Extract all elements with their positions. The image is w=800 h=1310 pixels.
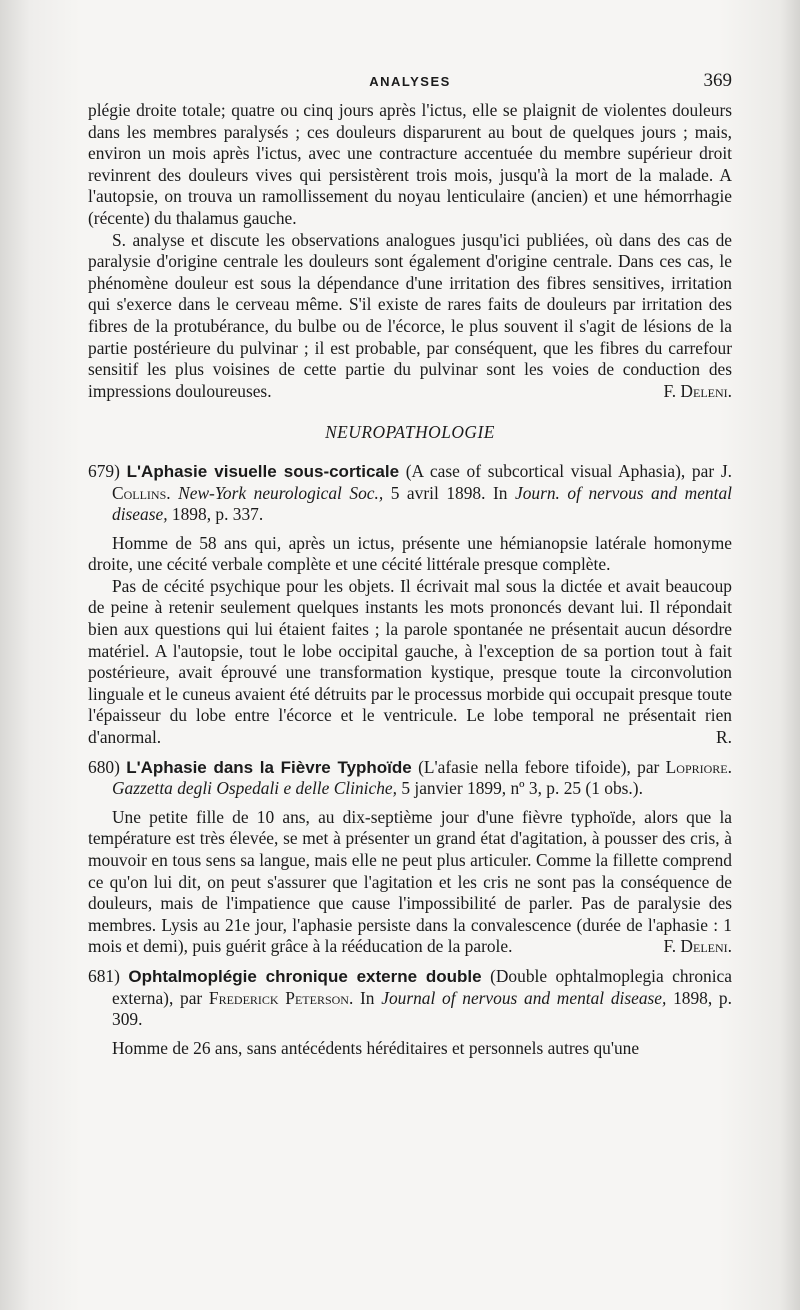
entry-number: 680) <box>88 756 120 777</box>
entry-title: L'Aphasie visuelle sous-corticale <box>126 461 400 481</box>
entry-author: Collins. <box>112 482 171 503</box>
entry-source: New-York neurological Soc., <box>178 482 384 503</box>
paragraph-text: Pas de cécité psychique pour les objets. Il écrivait mal sous la dictée et avait beaucoup de peine à retenir seulement quelques instants les mots prononcés devant lui. Il répondait bien aux questions qui lui étaient faites ; la parole spontanée ne présentait aucun désordre matériel. A l'autopsie, tout le lobe occipital gauche, à l'exception de sa portion tout à fait postérieure, avait éprouvé une transformation kystique, presque toute la circonvolution linguale et le cuneus avaient été détruits par le processus morbide qui occupait presque toute l'épaisseur du lobe entre l'écorce et le ventricule. Le lobe temporal ne présentait rien d'anormal. <box>88 575 732 748</box>
entry-meta: (L'afasie nella febore tifoide), par <box>418 756 660 777</box>
signature: R. <box>716 727 732 748</box>
page-number: 369 <box>703 70 732 91</box>
page-header <box>88 70 732 98</box>
entry-heading <box>88 461 732 526</box>
entry-number: 679) <box>88 460 120 481</box>
entry-meta: (A case of subcortical visual Aphasia), par J. <box>405 460 732 481</box>
running-head: ANALYSES <box>369 74 451 89</box>
entry-meta: 5 janvier 1899, nº 3, p. 25 (1 obs.). <box>401 778 643 799</box>
entry-author: Lopriore. <box>665 756 732 777</box>
entry-meta: (Double ophtalmoplegia chronica externa), par <box>112 965 732 1008</box>
entry-paragraph <box>88 807 732 958</box>
entry-meta: 5 avril 1898. In <box>390 482 508 503</box>
entry-paragraph: Homme de 26 ans, sans antécédents héréditaires et personnels autres qu'une <box>112 1037 640 1058</box>
signature: F. Deleni. <box>663 380 732 401</box>
entry-author: Frederick Peterson. <box>208 987 354 1008</box>
entry-paragraph <box>88 576 732 749</box>
paragraph-text: S. analyse et discute les observations analogues jusqu'ici publiées, où dans des cas de paralysie d'origine centrale les douleurs sont également d'origine centrale. Dans ces cas, le phénomène douleur est sous la dépendance d'une irritation des fibres sensitives, irritation qui s'exerce dans le cerveau même. S'il existe de rares faits de douleurs par irritation des fibres de la protubérance, du bulbe ou de l'écorce, le plus souvent il s'agit de lésions de la partie postérieure du pulvinar ; il est probable, par conséquent, que les fibres du carrefour sensitif les plus voisines de cette partie du pulvinar sont les voies de conduction des impressions douloureuses. <box>88 229 732 401</box>
entry-number: 681) <box>88 965 120 986</box>
entry-source: Journal of nervous and mental disease, <box>381 987 667 1008</box>
entry-source: Journ. of nervous and mental disease, <box>112 482 732 525</box>
entry-source: Gazzetta degli Ospedali e delle Cliniche, <box>112 778 397 799</box>
entry-meta: 1898, p. 309. <box>112 987 732 1030</box>
entry-heading <box>88 966 732 1031</box>
entry-title: L'Aphasie dans la Fièvre Typhoïde <box>126 757 412 777</box>
section-title: NEUROPATHOLOGIE <box>325 422 495 443</box>
entry-meta: 1898, p. 337. <box>171 504 264 525</box>
entry-heading <box>88 757 732 800</box>
page-body <box>88 100 732 1059</box>
continuation-paragraph <box>88 230 732 403</box>
entry-paragraph: Homme de 58 ans qui, après un ictus, présente une hémianopsie latérale homonyme droite, une cécité verbale complète et une cécité littérale presque complète. <box>88 532 732 575</box>
continuation-paragraph: plégie droite totale; quatre ou cinq jours après l'ictus, elle se plaignit de violentes douleurs dans les membres paralysés ; ces douleurs disparurent au bout de quelques jours ; mais, environ un mois après l'ictus, avec une contracture accentuée du membre supérieur droit revinrent des douleurs vives qui persistèrent trois mois, jusqu'à la mort de la malade. A l'autopsie, on trouva un ramollissement du noyau lenticulaire (ancien) et une hémorrhagie (récente) du thalamus gauche. <box>88 100 732 228</box>
entry-meta: In <box>360 987 375 1008</box>
entry-title: Ophtalmoplégie chronique externe double <box>128 966 482 986</box>
paragraph-text: Une petite fille de 10 ans, au dix-septième jour d'une fièvre typhoïde, alors que la température est très élevée, se met à présenter un grand état d'agitation, à pousser des cris, à mouvoir en tous sens sa langue, mais elle ne peut plus articuler. Comme la fillette comprend ce qu'on lui dit, on peut s'assurer que l'agitation et les cris ne sont pas la conséquence de douleurs, mais de l'impatience que cause l'impossibilité de parler. Pas de paralysie des membres. Lysis au 21e jour, l'aphasie persiste dans la convalescence (durée de l'aphasie : 1 mois et demi), puis guérit grâce à la rééducation de la parole. <box>88 806 732 957</box>
signature: F. Deleni. <box>663 936 732 957</box>
